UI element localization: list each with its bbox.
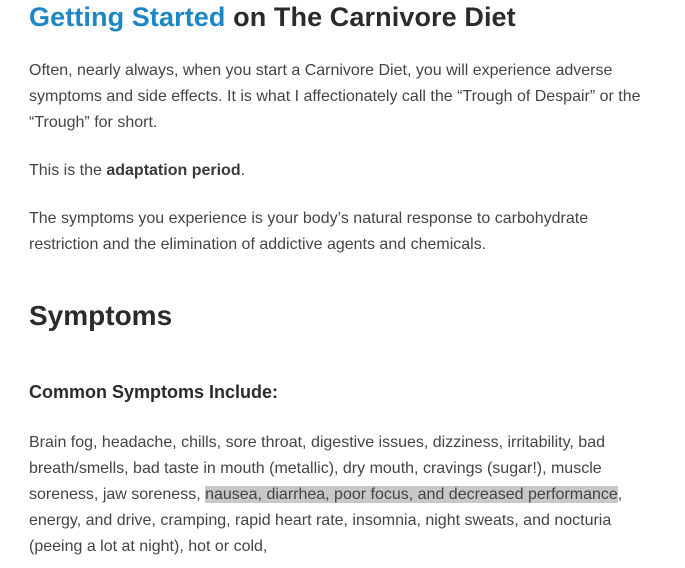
adaptation-paragraph (29, 158, 659, 184)
adaptation-text-before: This is the (29, 162, 107, 179)
response-paragraph: The symptoms you experience is your body’s natural response to carbohydrate restriction and the elimination of addictive agents and chemicals. (29, 210, 589, 253)
symptoms-heading: Symptoms (29, 300, 173, 331)
common-symptoms-subheading: Common Symptoms Include: (29, 382, 279, 402)
intro-paragraph: Often, nearly always, when you start a Carnivore Diet, you will experience adverse symptoms and side effects. It is what I affectionately call the “Trough of Despair” or the “Trough” for short. (29, 62, 641, 131)
title-accent-link[interactable]: Getting Started (29, 2, 226, 32)
page-title (29, 2, 516, 33)
symptoms-paragraph (29, 430, 659, 560)
adaptation-period-bold: adaptation period (106, 162, 241, 179)
highlighted-text-selection[interactable]: nausea, diarrhea, poor focus, and decreased performance (205, 486, 618, 503)
symptoms-text-before: Brain fog, headache, chills, sore throat, digestive issues, dizziness, irritability, bad breath/smells, bad taste in mouth (metallic), dry mouth, cravings (sugar!), muscle soreness, jaw soreness, (29, 434, 605, 503)
adaptation-text-after: . (240, 162, 246, 179)
title-rest: on The Carnivore Diet (225, 2, 516, 32)
symptoms-text-after: , energy, and drive, cramping, rapid heart rate, insomnia, night sweats, and nocturia (peeing a lot at night), hot or cold, (29, 486, 623, 555)
